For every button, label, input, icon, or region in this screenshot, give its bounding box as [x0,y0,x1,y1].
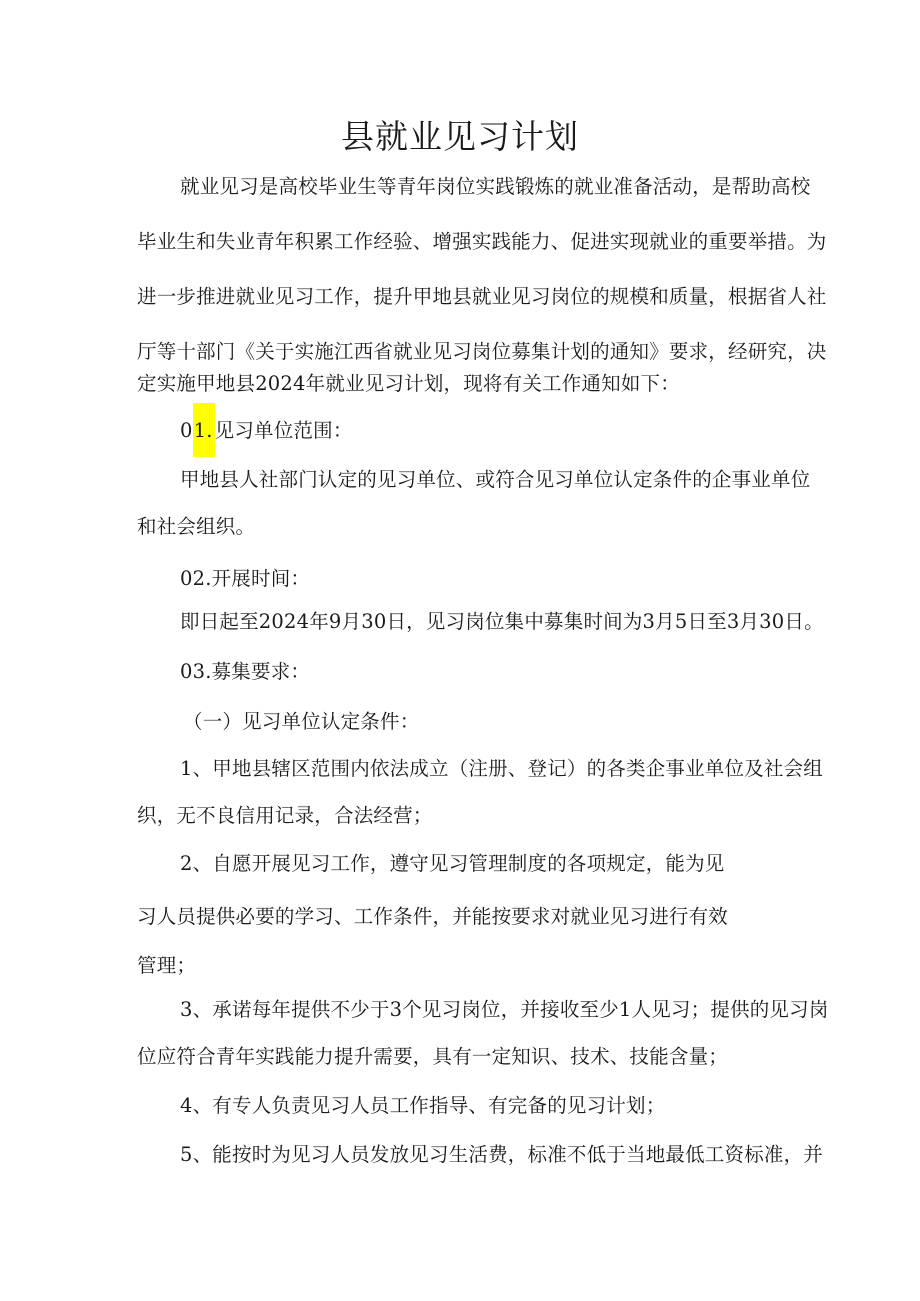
item-4-line: 4、有专人负责见习人员工作指导、有完备的见习计划； [180,1094,666,1117]
item-2-line: 习人员提供必要的学习、工作条件，并能按要求对就业见习进行有效 [137,905,729,928]
item-5-line: 5、能按时为见习人员发放见习生活费，标准不低于当地最低工资标准，并 [180,1143,824,1166]
section-3-subheading: （一）见习单位认定条件： [183,710,420,733]
section-1-body-line: 和社会组织。 [137,515,256,538]
section-3-heading: 03.募集要求： [180,660,311,683]
section-1-heading [180,415,353,447]
highlight-mark: 1. [193,403,215,457]
intro-line: 就业见习是高校毕业生等青年岗位实践锻炼的就业准备活动，是帮助高校 [180,175,811,198]
section-1-title: 见习单位范围： [214,419,353,442]
item-1-line: 1、甲地县辖区范围内依法成立（注册、登记）的各类企事业单位及社会组 [180,757,824,780]
item-3-line: 3、承诺每年提供不少于3个见习岗位，并接收至少1人见习；提供的见习岗 [180,998,829,1021]
intro-line-text: 定实施甲地县2024年就业见习计划，现将有关工作通知如下： [137,372,680,395]
page-title: 县就业见习计划 [341,117,579,156]
item-2-line: 2、自愿开展见习工作，遵守见习管理制度的各项规定，能为见 [180,852,725,875]
section-2-heading: 02.开展时间： [180,567,311,590]
intro-line: 毕业生和失业青年积累工作经验、增强实践能力、促进实现就业的重要举措。为 [137,230,827,253]
intro-line-last [137,368,680,400]
section-2-body-line: 即日起至2024年9月30日，见习岗位集中募集时间为3月5日至3月30日。 [180,610,824,633]
intro-line: 进一步推进就业见习工作，提升甲地县就业见习岗位的规模和质量，根据省人社 [137,285,827,308]
item-2-line: 管理； [137,954,197,977]
intro-line: 厅等十部门《关于实施江西省就业见习岗位募集计划的通知》要求，经研究，决 [137,340,827,363]
item-3-line: 位应符合青年实践能力提升需要，具有一定知识、技术、技能含量； [137,1045,729,1068]
section-1-body-line: 甲地县人社部门认定的见习单位、或符合见习单位认定条件的企事业单位 [180,468,811,491]
item-1-line: 织，无不良信用记录，合法经营； [137,804,433,827]
section-1-number-prefix: 0 [180,419,193,442]
